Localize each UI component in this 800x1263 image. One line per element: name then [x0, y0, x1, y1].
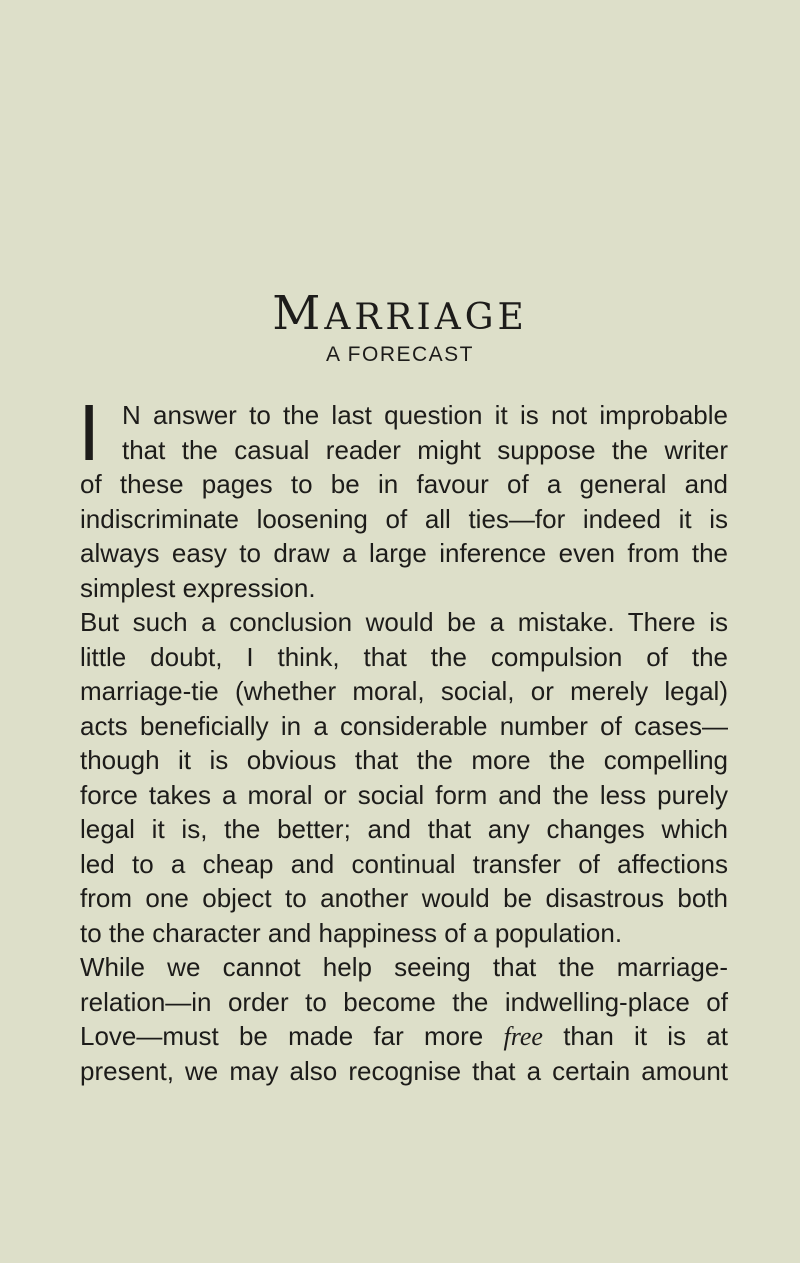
title-rest: ARRIAGE: [324, 297, 528, 338]
text-line: present, we may also recognise that a certain amount: [80, 1055, 728, 1086]
text-line: acts beneficially in a considerable number of cases—: [80, 710, 728, 741]
text-line: [80, 1019, 728, 1054]
text-line: legal it is, the better; and that any changes which: [80, 814, 728, 844]
emphasis-free: free: [503, 1022, 543, 1051]
text-line: marriage-tie (whether moral, social, or merely legal): [80, 676, 728, 706]
drop-cap: I: [78, 388, 101, 477]
text-line: of these pages to be in favour of a general and: [80, 469, 728, 499]
text-fragment: Love—must be made far more: [80, 1021, 504, 1051]
text-line: simplest expression.: [80, 572, 316, 603]
text-line: little doubt, I think, that the compulsion of the: [80, 641, 728, 672]
chapter-title: [0, 286, 800, 346]
text-line: While we cannot help seeing that the marriage-: [80, 952, 728, 982]
text-line: force takes a moral or social form and the less purely: [80, 779, 728, 810]
text-line: indiscriminate loosening of all ties—for indeed it is: [80, 503, 728, 534]
text-line: relation—in order to become the indwelling-place of: [80, 986, 728, 1017]
text-fragment: than it is at: [542, 1021, 728, 1051]
text-line: always easy to draw a large inference even from the: [80, 538, 728, 568]
text-line: N answer to the last question it is not improbable: [122, 400, 728, 430]
body-text: [78, 388, 728, 1088]
text-line: that the casual reader might suppose the writer: [122, 434, 728, 465]
chapter-subtitle: A FORECAST: [325, 343, 475, 366]
text-line: though it is obvious that the more the compelling: [80, 745, 728, 775]
text-line: led to a cheap and continual transfer of affections: [80, 848, 728, 879]
text-line: from one object to another would be disastrous both: [80, 883, 728, 913]
text-line: to the character and happiness of a population.: [80, 917, 623, 948]
title-initial: M: [272, 286, 325, 341]
text-line: But such a conclusion would be a mistake. There is: [80, 607, 728, 637]
